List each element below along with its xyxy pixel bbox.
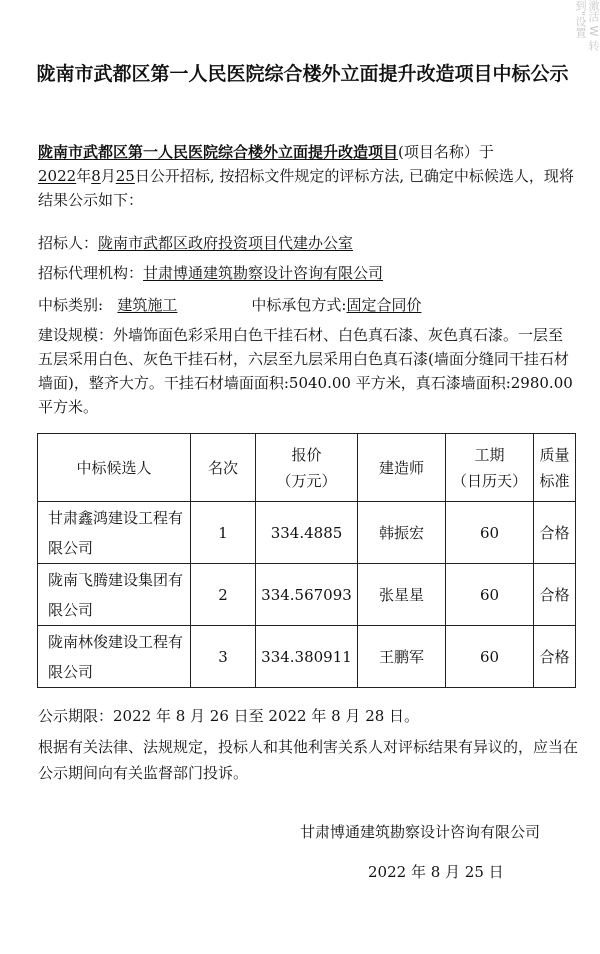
row-rank: 2 xyxy=(191,564,256,626)
row-rank: 3 xyxy=(191,626,256,688)
bid-type-line xyxy=(38,293,578,317)
row-candidate: 陇南林俊建设工程有限公司 xyxy=(38,626,191,688)
header-builder: 建造师 xyxy=(358,434,446,502)
header-price-line2: （万元） xyxy=(276,471,337,490)
row-quality: 合格 xyxy=(534,564,576,626)
row-price: 334.567093 xyxy=(256,564,358,626)
row-builder: 王鹏军 xyxy=(358,626,446,688)
row-period: 60 xyxy=(446,626,534,688)
header-period-line2: （日历天） xyxy=(451,471,527,490)
tenderer-line xyxy=(38,231,578,255)
intro-month-unit: 月 xyxy=(100,167,116,185)
project-name-note: (项目名称）于 xyxy=(398,143,494,161)
intro-month: 8 xyxy=(91,167,101,185)
agent-value: 甘肃博通建筑勘察设计咨询有限公司 xyxy=(143,264,384,282)
agent-line xyxy=(38,261,578,285)
agent-label: 招标代理机构： xyxy=(38,264,144,282)
row-period: 60 xyxy=(446,564,534,626)
row-candidate: 陇南飞腾建设集团有限公司 xyxy=(38,564,191,626)
tenderer-value: 陇南市武都区政府投资项目代建办公室 xyxy=(98,234,354,252)
activation-watermark: 激活 W 转到"设置 xyxy=(574,0,600,51)
signature-date: 2022 年 8 月 25 日 xyxy=(368,863,504,881)
header-rank: 名次 xyxy=(191,434,256,502)
publicity-period: 公示期限：2022 年 8 月 26 日至 2022 年 8 月 28 日。 xyxy=(38,707,420,725)
header-price-line1: 报价 xyxy=(291,445,322,464)
header-quality-line1: 质量 xyxy=(539,445,570,464)
candidates-table xyxy=(37,433,576,688)
scope-text: 外墙饰面色彩采用白色干挂石材、白色真石漆、灰色真石漆。一层至五层采用白色、灰色干挂石材，六层至九层采用白色真石漆(墙面分缝同干挂石材墙面)，整齐大方。干挂石材墙面面积:5040.00 平方米，真石漆墙面积:2980.00 平方米。 xyxy=(38,326,573,416)
table-header-row xyxy=(38,434,576,502)
bid-type-label: 中标类别: xyxy=(38,296,104,314)
objection-notice: 根据有关法律、法规规定，投标人和其他利害关系人对评标结果有异议的，应当在公示期间向有关监督部门投诉。 xyxy=(38,738,579,782)
table-row xyxy=(38,564,576,626)
table-row xyxy=(38,502,576,564)
contract-type-label: 中标承包方式: xyxy=(251,296,347,314)
intro-year-unit: 年 xyxy=(76,167,92,185)
intro-paragraph xyxy=(38,140,578,212)
project-name: 陇南市武都区第一人民医院综合楼外立面提升改造项目 xyxy=(38,143,399,161)
tenderer-label: 招标人： xyxy=(38,234,99,252)
page-title: 陇南市武都区第一人民医院综合楼外立面提升改造项目中标公示 xyxy=(36,63,569,85)
header-period xyxy=(446,434,534,502)
row-period: 60 xyxy=(446,502,534,564)
row-price: 334.4885 xyxy=(256,502,358,564)
header-period-line1: 工期 xyxy=(474,445,505,464)
row-rank: 1 xyxy=(191,502,256,564)
scope-paragraph xyxy=(38,323,578,419)
scope-label: 建设规模： xyxy=(38,326,114,344)
row-candidate: 甘肃鑫鸿建设工程有限公司 xyxy=(38,502,191,564)
intro-rest: 日公开招标, 按招标文件规定的评标方法, 已确定中标候选人，现将结果公示如下： xyxy=(38,167,574,209)
row-price: 334.380911 xyxy=(256,626,358,688)
signature-organization: 甘肃博通建筑勘察设计咨询有限公司 xyxy=(300,823,541,841)
header-candidate: 中标候选人 xyxy=(38,434,191,502)
intro-year: 2022 xyxy=(38,167,77,185)
row-builder: 张星星 xyxy=(358,564,446,626)
row-quality: 合格 xyxy=(534,502,576,564)
row-quality: 合格 xyxy=(534,626,576,688)
row-builder: 韩振宏 xyxy=(358,502,446,564)
header-quality xyxy=(534,434,576,502)
intro-day: 25 xyxy=(115,167,135,185)
bid-type-value: 建筑施工 xyxy=(117,296,178,314)
header-quality-line2: 标准 xyxy=(539,471,570,490)
header-price xyxy=(256,434,358,502)
contract-type-value: 固定合同价 xyxy=(346,296,422,314)
table-row xyxy=(38,626,576,688)
